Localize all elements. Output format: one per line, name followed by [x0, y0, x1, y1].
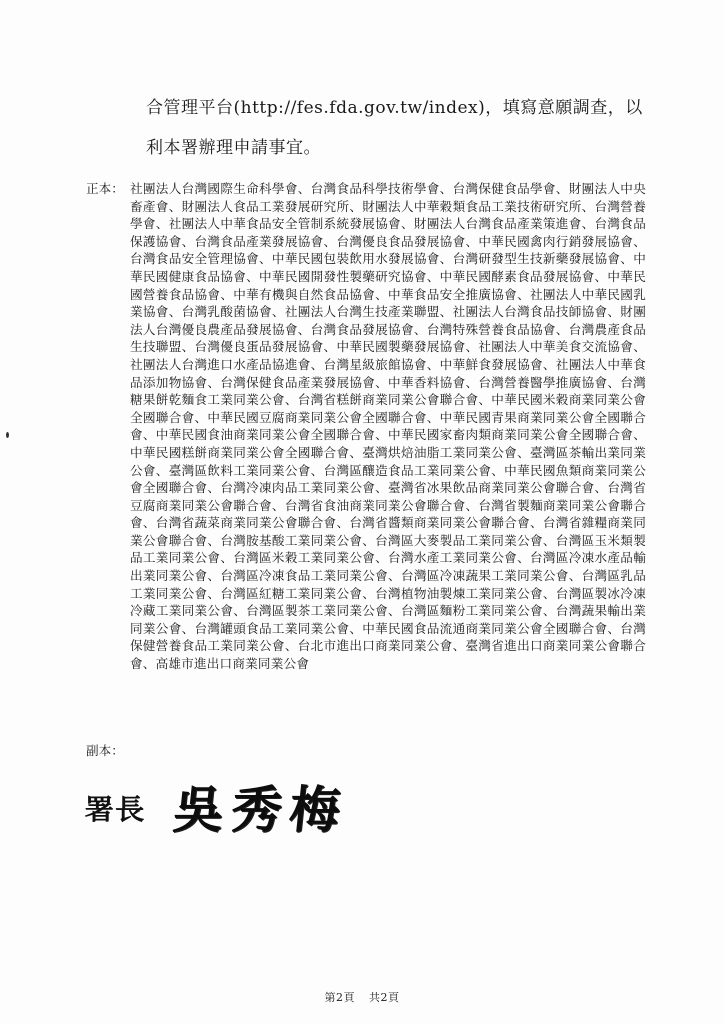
scan-speck	[6, 432, 9, 438]
intro-line-2: 利本署辦理申請事宜。	[146, 138, 321, 158]
signature-title: 署長	[84, 793, 146, 826]
recipients-list: 社團法人台灣國際生命科學會、台灣食品科學技術學會、台灣保健食品學會、財團法人中央畜產會、財團法人食品工業發展研究所、財團法人中華穀類食品工業技術研究所、台灣營養學會、社團法人中華食品安全管制系統發展協會、財團法人台灣食品產業策進會、台灣食品保護協會、台灣食品產業發展協會、台灣優良食品發展協會、中華民國禽肉行銷發展協會、台灣食品安全管理協會、中華民國包裝飲用水發展協會、台灣研發型生技新藥發展協會、中華民國健康食品協會、中華民國開發性製藥研究協會、中華民國酵素食品發展協會、中華民國營養食品協會、中華有機與自然食品協會、中華食品安全推廣協會、社團法人中華民國乳業協會、台灣乳酸菌協會、社團法人台灣生技產業聯盟、社團法人台灣食品技師協會、財團法人台灣優良農產品發展協會、台灣食品發展協會、台灣特殊營養食品協會、台灣農產食品生技聯盟、台灣優良蛋品發展協會、中華民國製藥發展協會、社團法人中華美食交流協會、社團法人台灣進口水產品協進會、台灣星級旅館協會、中華鮮食發展協會、社團法人中華食品添加物協會、台灣保健食品產業發展協會、中華香料協會、台灣營養醫學推廣協會、台灣糖果餅乾麵食工業同業公會、台灣省糕餅商業同業公會聯合會、中華民國米穀商業同業公會全國聯合會、中華民國豆腐商業同業公會全國聯合會、中華民國青果商業同業公會全國聯合會、中華民國食油商業同業公會全國聯合會、中華民國家畜肉類商業同業公會全國聯合會、中華民國糕餅商業同業公會全國聯合會、臺灣烘焙油脂工業同業公會、臺灣區茶輸出業同業公會、臺灣區飲料工業同業公會、台灣區釀造食品工業同業公會、中華民國魚類商業同業公會全國聯合會、台灣冷凍肉品工業同業公會、臺灣省冰果飲品商業同業公會聯合會、台灣省豆腐商業同業公會聯合會、台灣省食油商業同業公會聯合會、台灣省製麵商業同業公會聯合會、台灣省蔬菜商業同業公會聯合會、台灣省醬類商業同業公會聯合會、台灣省雜糧商業同業公會聯合會、台灣胺基酸工業同業公會、台灣區大麥製品工業同業公會、台灣區玉米類製品工業同業公會、台灣區米穀工業同業公會、台灣水產工業同業公會、台灣區冷凍水產品輸出業同業公會、台灣區冷凍食品工業同業公會、台灣區冷凍蔬果工業同業公會、台灣區乳品工業同業公會、台灣區紅糖工業同業公會、台灣植物油製煉工業同業公會、台灣區製冰冷凍冷藏工業同業公會、台灣區製茶工業同業公會、台灣區麵粉工業同業公會、台灣蔬果輸出業同業公會、台灣罐頭食品工業同業公會、中華民國食品流通商業同業公會全國聯合會、台灣保健營養食品工業同業公會、台北市進出口商業同業公會、臺灣省進出口商業同業公會聯合會、高雄市進出口商業同業公會	[130, 181, 646, 672]
signature-stamp	[86, 770, 406, 842]
signature-name: 吳秀梅	[170, 780, 351, 839]
recipients-label: 正本：	[86, 181, 124, 196]
page-total: 共2頁	[369, 991, 400, 1004]
page-number: 第2頁	[324, 991, 355, 1004]
recipients-section	[86, 180, 646, 742]
intro-line-1: 合管理平台(http://fes.fda.gov.tw/index)，填寫意願調查，以	[146, 98, 643, 118]
intro-paragraph	[146, 88, 666, 168]
page-footer	[0, 989, 724, 1005]
cc-label: 副本：	[86, 743, 124, 758]
